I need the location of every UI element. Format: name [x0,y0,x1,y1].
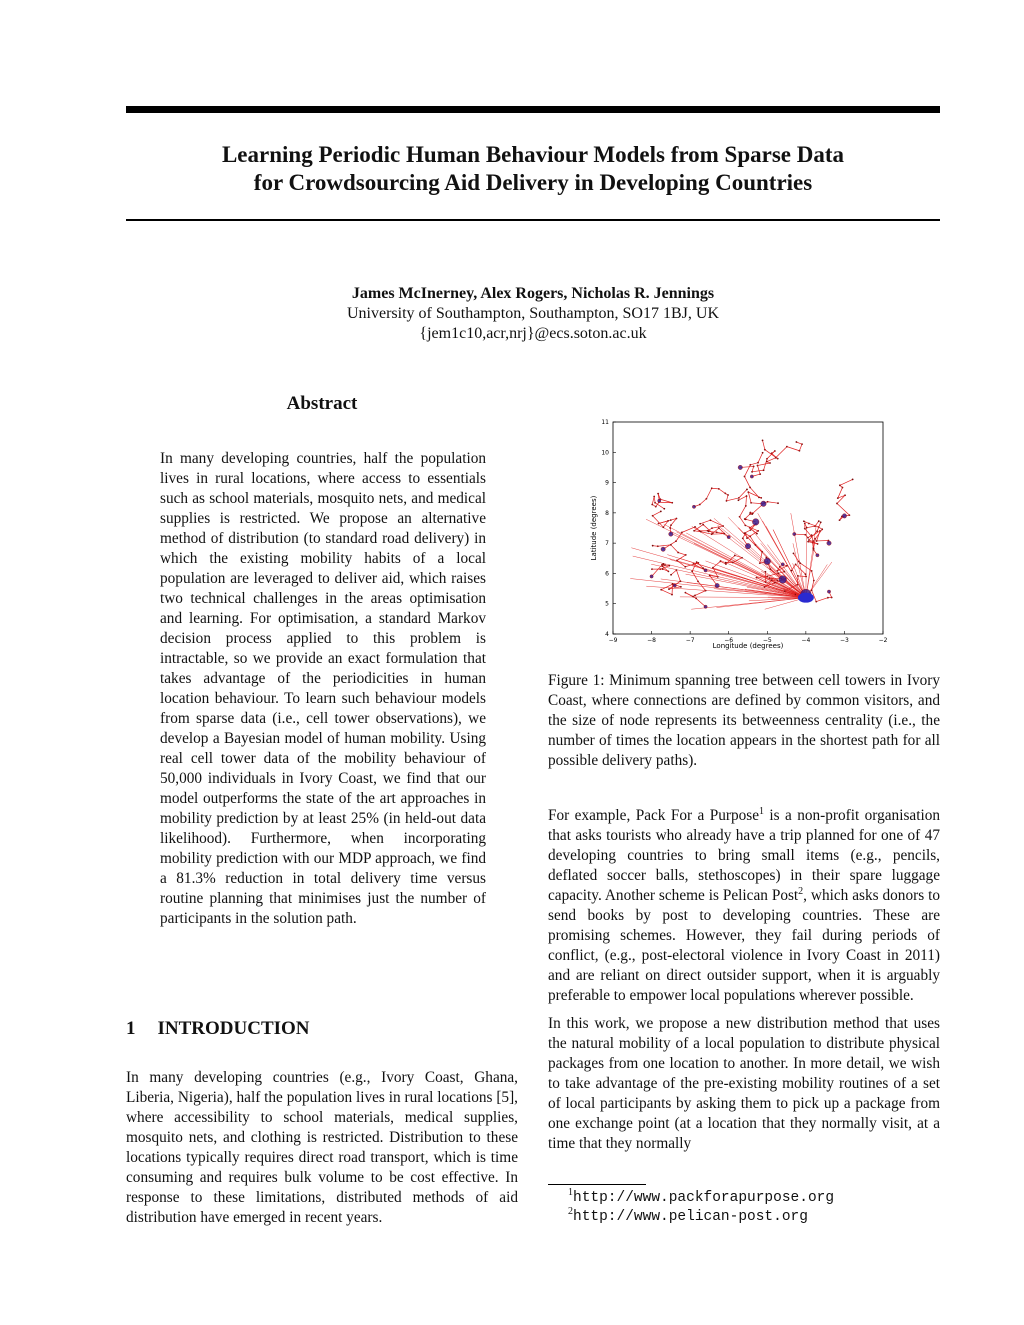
chart-edge [740,506,746,517]
chart-edge [787,447,799,451]
chart-minor-node [756,533,758,535]
chart-edge [726,498,738,501]
chart-minor-node [764,571,766,573]
chart-edge [798,576,806,577]
chart-node [827,590,830,593]
chart-node [704,569,707,572]
chart-edge [815,529,822,538]
chart-edge [713,561,720,567]
chart-minor-node [818,520,820,522]
chart-node [842,514,846,518]
chart-minor-node [803,520,805,522]
title-line-2: for Crowdsourcing Aid Delivery in Developing Countries [253,170,813,195]
y-tick-label: 10 [601,449,609,457]
chart-node [727,535,730,538]
para1-part-b: is a non-profit organisation that asks tourists who already have a trip planned for one of 47 developing countries to bring small items (e.g., pencils, deflated soccer balls, stethoscopes) in their spare luggage capacity. Another scheme is Pelican Post [548,807,940,904]
chart-edge [676,570,680,581]
x-axis-label: Longitude (degrees) [712,642,784,650]
chart-edge [840,479,853,485]
chart-node [764,558,771,565]
chart-edge [812,571,814,581]
footnote-ref-1: 1 [759,805,764,817]
chart-node [738,465,742,469]
chart-edge [816,598,828,602]
chart-edge [652,565,663,577]
chart-edge [672,584,673,595]
chart-minor-node [777,502,779,504]
x-tick-label: −5 [762,637,772,644]
y-tick-label: 4 [605,631,609,638]
chart-node [752,519,759,526]
chart-edge [815,521,819,526]
chart-minor-node [662,563,664,565]
chart-minor-node [852,479,854,481]
chart-ticks [601,419,887,644]
chart-edge [700,520,710,524]
x-tick-label: −7 [685,637,695,644]
chart-edge [758,453,763,463]
chart-node [750,475,753,478]
chart-edge [806,528,807,598]
section-heading-introduction [126,1018,310,1040]
chart-edge [652,496,654,504]
body-column-right [548,806,940,1162]
chart-edge [750,463,758,465]
footnote-1 [568,1188,834,1207]
y-tick-label: 7 [605,540,609,548]
author-block [126,284,940,344]
chart-minor-node [660,511,662,513]
chart-edge [748,492,751,503]
footnote-mark-2: 2 [568,1206,573,1218]
footnote-mark-1: 1 [568,1187,573,1199]
chart-edge [796,442,802,444]
x-tick-label: −3 [839,637,849,644]
chart-edge [791,513,806,598]
chart-edge [671,545,678,553]
x-tick-label: −8 [647,637,657,644]
x-tick-label: −6 [724,637,734,644]
footnote-url-2[interactable]: http://www.pelican-post.org [573,1209,808,1225]
x-tick-label: −9 [608,637,618,644]
chart-edge [700,499,707,505]
chart-edge [712,526,723,528]
chart-minor-node [702,567,704,569]
chart-edge [706,488,711,498]
author-names: James McInerney, Alex Rogers, Nicholas R. Jennings [351,285,715,302]
chart-edge [807,526,815,528]
y-tick-label: 6 [605,570,609,578]
chart-node [827,541,831,545]
x-tick-label: −4 [801,637,811,644]
chart-edge [671,570,676,575]
chart-hub-node [798,593,814,603]
chart-node [673,584,676,587]
chart-node [816,554,819,557]
chart-minor-node [820,521,822,523]
chart-edge [712,488,719,489]
section-title: INTRODUCTION [157,1018,310,1039]
chart-node [692,505,695,508]
chart-edge [696,598,705,606]
chart-edge [717,532,724,533]
chart-node [661,547,665,551]
chart-edge [745,514,750,519]
email: {jem1c10,acr,nrj}@ecs.soton.ac.uk [419,325,647,342]
y-tick-label: 11 [601,419,609,426]
chart-edge [676,532,682,541]
affiliation: University of Southampton, Southampton, SO17 1BJ, UK [346,305,719,322]
chart-node [658,499,661,502]
chart-edge [763,440,765,449]
chart-edge [750,487,759,497]
chart-minor-node [699,523,701,525]
chart-edge [719,489,725,494]
chart-minor-node [738,499,740,501]
chart-edge [661,590,672,595]
paper-title [126,141,940,197]
chart-minor-node [708,531,710,533]
y-tick-label: 5 [605,600,609,608]
chart-minor-node [791,570,793,572]
chart-node [793,532,796,535]
chart-node [761,501,767,507]
chart-minor-node [670,574,672,576]
chart-edge [767,458,776,462]
chart-edge [746,496,747,506]
chart-edge [837,503,849,515]
chart-edge [685,593,693,597]
footnote-url-1[interactable]: http://www.packforapurpose.org [573,1190,835,1206]
chart-node [745,543,751,549]
footnote-rule [548,1184,646,1185]
chart-edge [740,517,746,526]
chart-minor-node [762,452,764,454]
x-tick-label: −2 [878,637,888,644]
chart-edge [755,545,762,552]
chart-edge [752,470,763,472]
chart-edge [758,463,770,465]
chart-edge [747,531,758,538]
chart-edge [686,574,806,598]
chart-edge [768,502,778,503]
footnote-2 [568,1207,834,1226]
chart-edge [678,553,686,555]
chart-edge [799,444,802,451]
chart-minor-node [793,553,795,555]
chart-edge [653,511,661,515]
plot-frame [613,422,883,634]
chart-node [650,575,653,578]
chart-edge [745,476,751,487]
y-tick-label: 9 [605,479,609,487]
chart-node [781,563,784,566]
chart-edge [812,580,814,590]
body-paragraph-2: In this work, we propose a new distribution method that uses the natural mobility of a local population to distribute physical packages from one location to another. In more detail, we wish to take advantage of the pre-existing mobility routines of a set of local participants by asking them to pick up a package from one exchange point (at a location that they normally visit, at a time that they normally [548,1015,940,1152]
chart-edge [758,466,761,475]
section-number: 1 [126,1018,136,1039]
chart-node [779,576,787,584]
para1-part-c: , which asks donors to send books by post to developing countries. These are promising schemes. However, they fail during periods of conflict, (e.g., post-electoral violence in Ivory Coast in 2011) and are reliant on direct outsider support, when it is arguably preferable to empower local populations wherever possible. [548,887,940,1004]
para1-part-a: For example, Pack For a Purpose [548,807,759,824]
top-rule [126,106,940,113]
chart-minor-node [795,441,797,443]
chart-minor-node [652,545,654,547]
chart-edge [695,591,706,596]
chart-edge [733,558,742,563]
abstract-text: In many developing countries, half the population lives in rural locations, where access to essentials such as school materials, mosquito nets, and medical supplies is restricted. We propose an alternative method of distribution (to standard road delivery) in which the existing mobility habits of a local population are leveraged to deliver aid, which raises two technical challenges in the areas optimisation and learning. For optimisation, a standard Markov decision process applied to this problem is intractable, so we provide an exact formulation that takes advantage of the periodicities in human location behaviour. To learn such behaviour models from sparse data (i.e., cell tower observations), we develop a Bayesian model of human mobility. Using real cell tower data of the mobility behaviour of 50,000 individuals in Ivory Coast, we find that our model outperforms the state of the art approaches in mobility prediction by at least 25% (in held-out data likelihood). Furthermore, when incorporating mobility prediction with our MDP approach, we find a 81.3% reduction in total delivery time versus routine planning that minimises just the number of participants in the solution path. [160,450,486,927]
chart-edge [691,598,806,610]
title-line-1: Learning Periodic Human Behaviour Models from Sparse Data [221,142,845,167]
chart-node [704,605,707,608]
y-tick-label: 8 [605,509,609,517]
footnotes [568,1188,834,1226]
mst-chart [585,416,895,652]
figure-caption: Figure 1: Minimum spanning tree between cell towers in Ivory Coast, where connections are defined by common visitors, and the size of node represents its betweenness centrality (i.e., the number of times the location appears in the shortest path for all possible delivery paths). [548,672,940,769]
chart-edges [630,439,853,609]
chart-edge [793,553,798,561]
chart-minor-node [725,562,727,564]
chart-edge [776,447,787,458]
chart-minor-node [746,489,748,491]
chart-edge [682,527,695,532]
chart-edge [712,534,724,535]
chart-node [715,583,719,587]
title-rule [126,219,940,221]
chart-edge [710,520,723,526]
chart-minor-node [663,508,665,510]
chart-minor-node [762,439,764,441]
figure-1 [585,416,895,652]
chart-edge [709,531,717,532]
y-axis-label: Latitude (degrees) [590,495,598,561]
chart-node [669,532,673,536]
abstract-heading: Abstract [286,393,358,414]
body-paragraph-1 [548,806,940,1006]
chart-edge [654,496,655,502]
footnote-ref-2: 2 [798,885,804,897]
chart-edge [653,516,664,527]
introduction-text: In many developing countries (e.g., Ivory Coast, Ghana, Liberia, Nigeria), half the population lives in rural locations [5], where accessibility to school materials, medical supplies, mosquito nets, and clothing is restricted. Distribution to these locations typically requires direct road transport, which is time consuming and requires bulk volume to be cost effective. In response to these limitations, distributed methods of aid distribution have emerged in recent years. [126,1069,518,1226]
